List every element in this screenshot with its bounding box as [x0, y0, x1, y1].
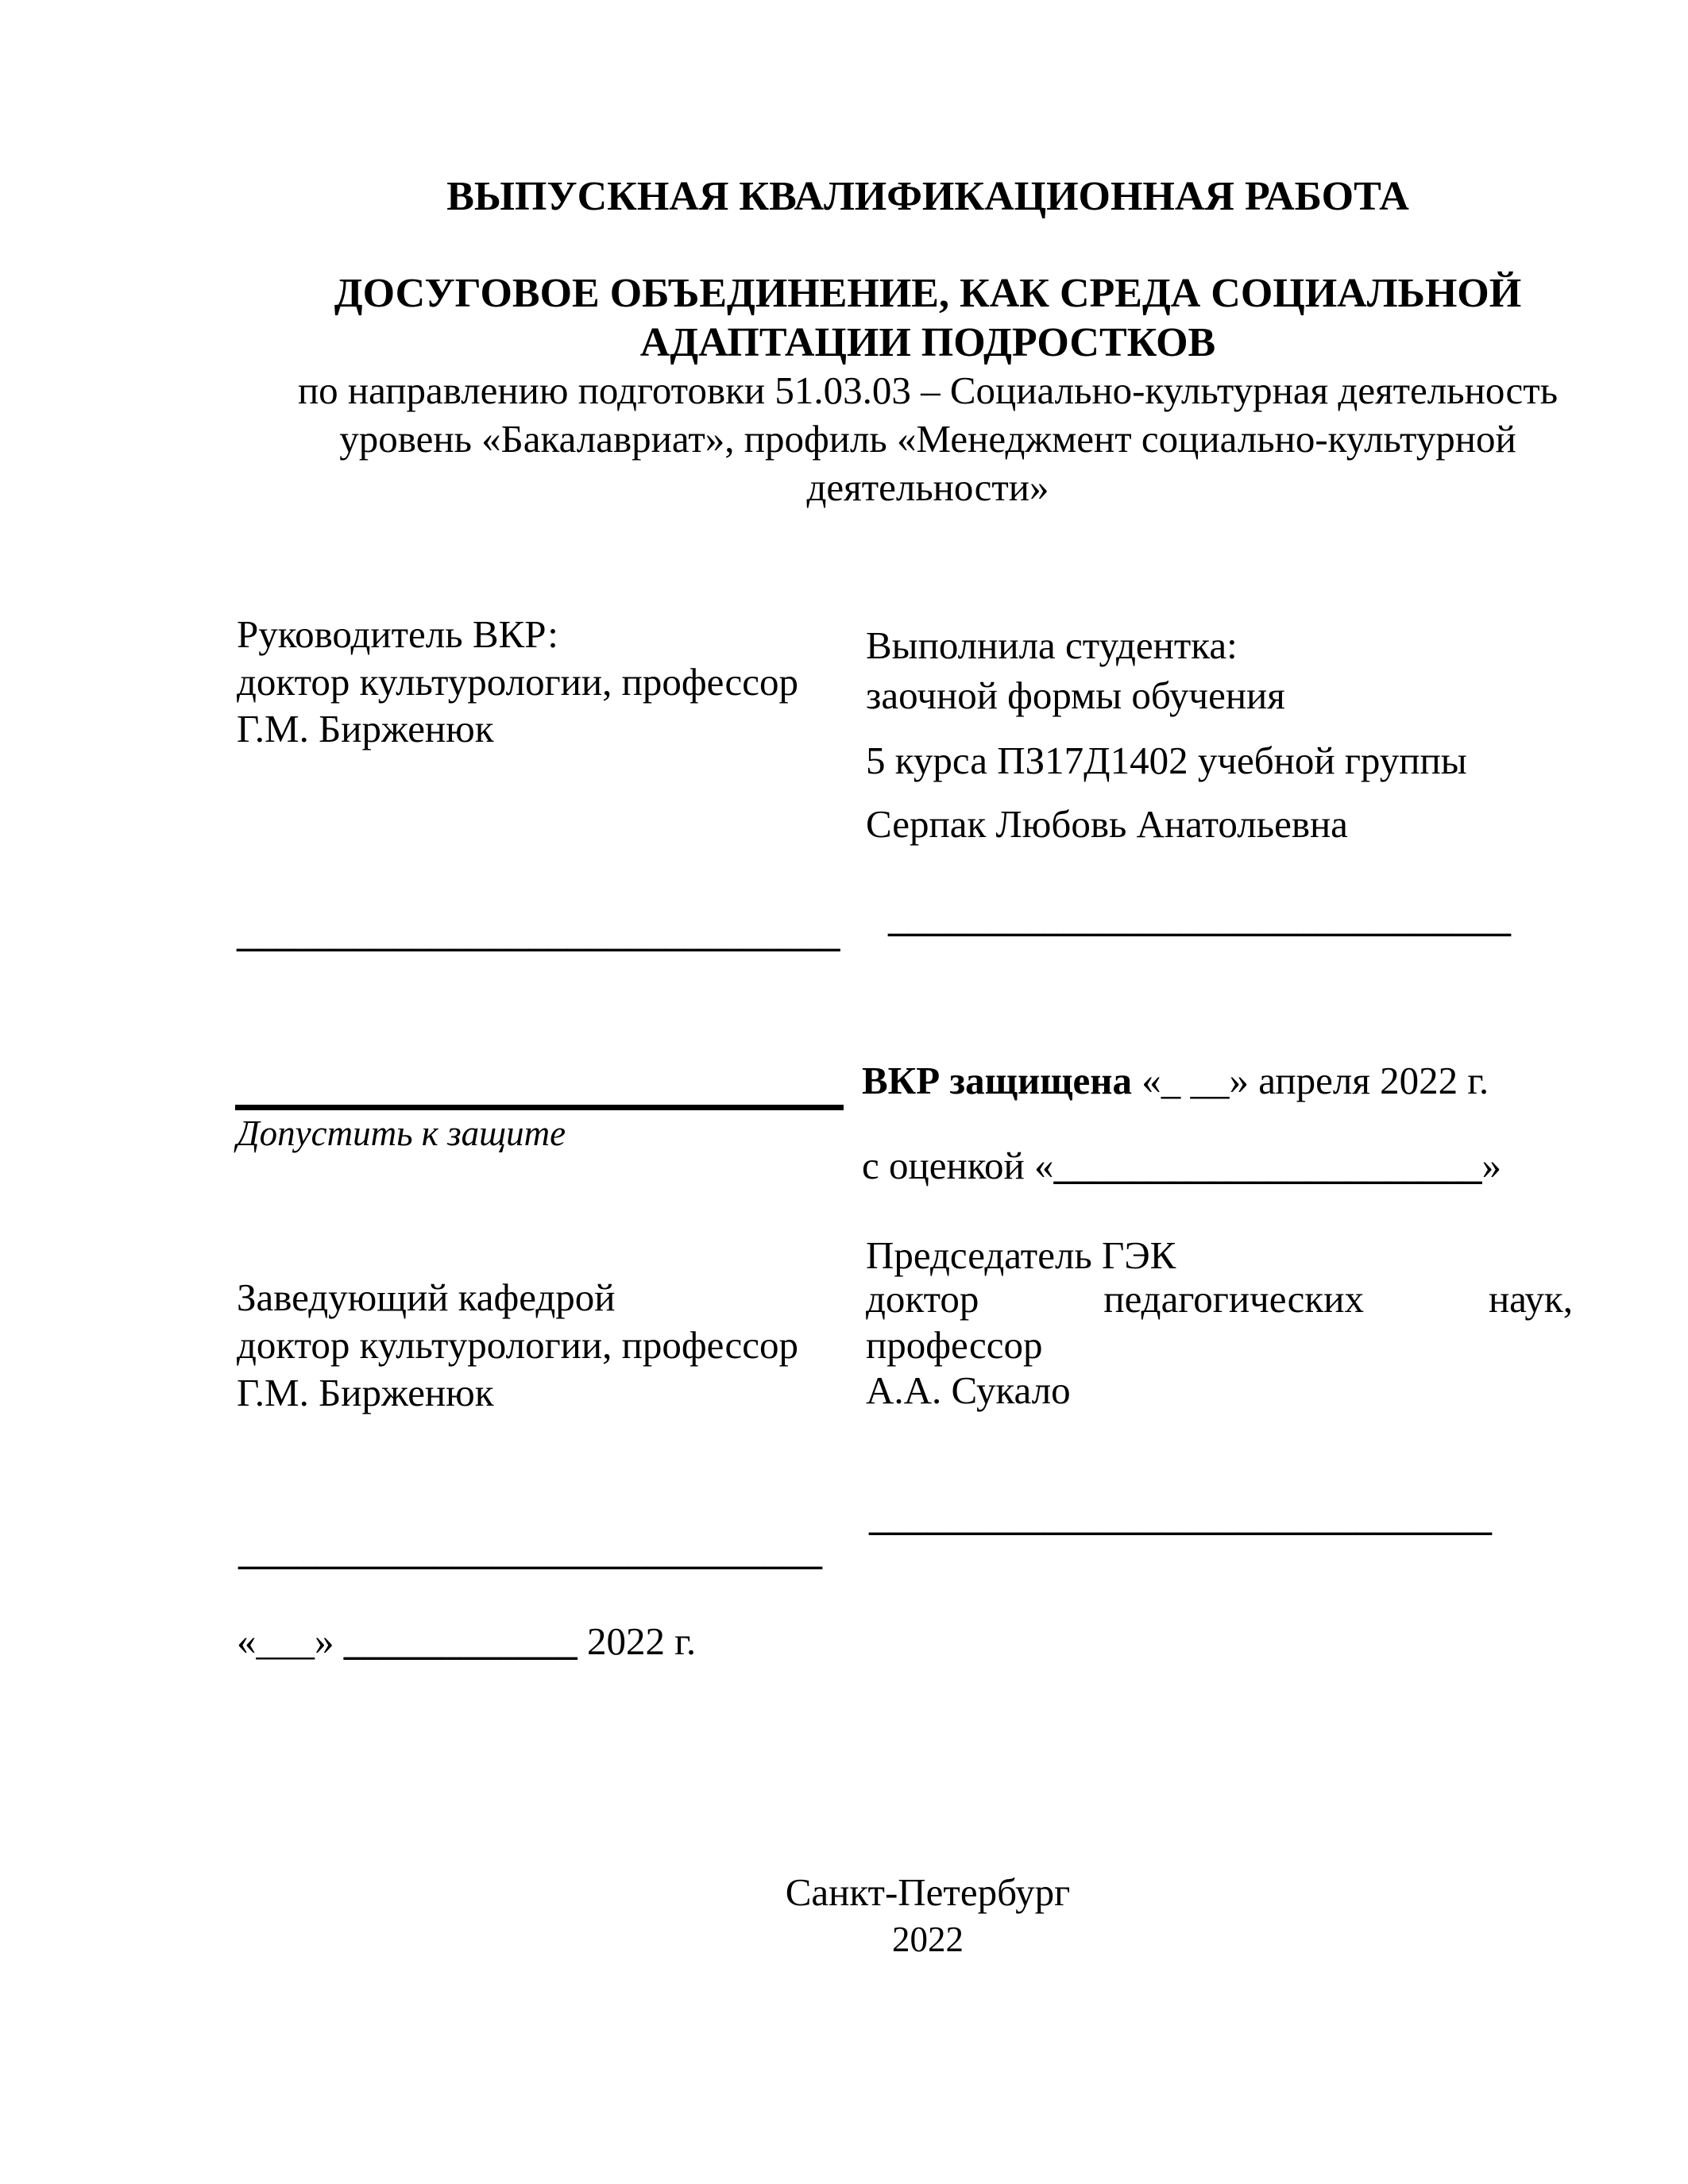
grade-blank: ______________________ [1053, 1144, 1482, 1187]
footer-city: Санкт-Петербург [785, 1870, 1071, 1914]
thesis-title-line-2: АДАПТАЦИИ ПОДРОСТКОВ [639, 320, 1216, 365]
gek-chair-title: Председатель ГЭК [866, 1233, 1176, 1277]
dept-head-label: Заведующий кафедрой [237, 1275, 616, 1319]
program-level: уровень «Бакалавриат», профиль «Менеджмент социально-культурной [339, 417, 1516, 461]
grade-line [862, 1146, 1501, 1185]
gek-chair-degree-word-3: наук, [1488, 1277, 1573, 1321]
program-direction: по направлению подготовки 51.03.03 – Социально-культурная деятельность [297, 369, 1559, 412]
student-form: заочной формы обучения [866, 673, 1285, 717]
grade-prefix: с оценкой « [862, 1144, 1054, 1187]
date-blank: ____________ [343, 1619, 577, 1663]
student-label: Выполнила студентка: [866, 623, 1238, 667]
dept-date-line [237, 1619, 697, 1663]
date-year: 2022 г. [587, 1619, 697, 1663]
dept-head-degree: доктор культурологии, профессор [237, 1323, 799, 1367]
thesis-type-title: ВЫПУСКНАЯ КВАЛИФИКАЦИОННАЯ РАБОТА [446, 174, 1409, 219]
program-level-cont: деятельности» [806, 465, 1049, 509]
supervisor-degree: доктор культурологии, профессор [237, 660, 799, 704]
defense-status-line [862, 1061, 1489, 1100]
admission-label: Допустить к защите [237, 1113, 566, 1153]
footer-year: 2022 [892, 1920, 964, 1959]
grade-suffix: » [1481, 1144, 1501, 1187]
defense-status-rest: «_ __» апреля 2022 г. [1132, 1059, 1489, 1102]
admission-rule [235, 1105, 844, 1110]
date-open-quotes: «___» [237, 1619, 334, 1663]
gek-chair-name: А.А. Сукало [866, 1368, 1071, 1412]
thesis-title-line-1: ДОСУГОВОЕ ОБЪЕДИНЕНИЕ, КАК СРЕДА СОЦИАЛЬНОЙ [334, 271, 1522, 316]
supervisor-label: Руководитель ВКР: [237, 612, 558, 656]
supervisor-name: Г.М. Бирженюк [237, 707, 494, 751]
gek-chair-rank: профессор [866, 1323, 1043, 1367]
student-group: 5 курса ПЗ17Д1402 учебной группы [866, 739, 1467, 782]
dept-head-signature-line: ______________________________ [238, 1529, 822, 1572]
defense-status-bold: ВКР защищена [862, 1059, 1133, 1102]
gek-signature-line: ________________________________ [869, 1495, 1492, 1538]
dept-head-name: Г.М. Бирженюк [237, 1371, 494, 1414]
gek-chair-degree-word-2: педагогических [1103, 1277, 1364, 1321]
student-name: Серпак Любовь Анатольевна [866, 802, 1348, 846]
gek-chair-degree [866, 1277, 1573, 1321]
supervisor-signature-line: _______________________________ [237, 911, 840, 955]
student-signature-line: ________________________________ [888, 896, 1511, 940]
gek-chair-degree-word-1: доктор [866, 1277, 979, 1321]
